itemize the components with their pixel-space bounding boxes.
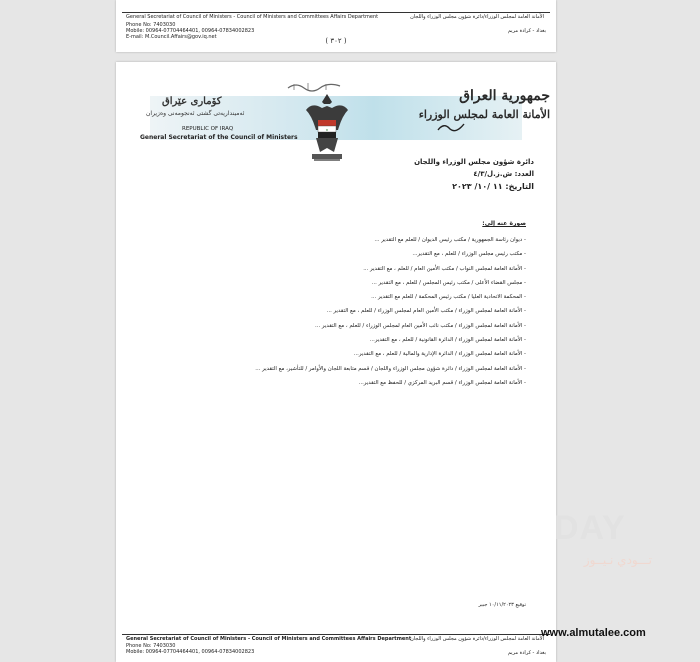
secretariat-title-kurdish: ئەمینداریەتی گشتی ئەنجومەنی وەزیران — [146, 110, 245, 117]
news-watermark — [552, 503, 656, 581]
corner-note: بغداد - كرادة مريم — [507, 650, 546, 656]
republic-title-kurdish: كۆماری عێراق — [162, 96, 222, 107]
list-item: - المحكمة الاتحادية العليا / مكتب رئيس المحكمة / للعلم مع التقدير ... — [196, 290, 526, 304]
department-name: دائرة شؤون مجلس الوزراء واللجان — [414, 158, 534, 166]
phone-line: Phone No: 7403030 — [126, 643, 176, 649]
letter-page — [116, 62, 556, 662]
list-item: - الأمانة العامة لمجلس الوزراء / مكتب الأمين العام لمجلس الوزراء / للعلم ، مع التقدير ... — [196, 304, 526, 318]
site-url-watermark: www.almutalee.com — [541, 627, 646, 639]
mobile-line: Mobile: 00964-07704464401, 00964-07834002823 — [126, 28, 255, 34]
secretariat-title-arabic: الأمانة العامة لمجلس الوزراء — [418, 108, 550, 121]
watermark-logo: DAY — [554, 509, 626, 547]
footer-english: General Secretariat of Council of Ministers - Council of Ministers and Committees Affairs Department — [126, 636, 412, 642]
list-item: - الأمانة العامة لمجلس النواب / مكتب الأمين العام / للعلم ، مع التقدير ... — [196, 262, 526, 276]
svg-text:★: ★ — [325, 128, 329, 132]
republic-title-english: REPUBLIC OF IRAQ — [182, 126, 234, 132]
iraq-eagle-emblem — [302, 90, 352, 166]
list-item: - الأمانة العامة لمجلس الوزراء / دائرة شؤون مجلس الوزراء واللجان / قسم متابعة اللجان والأوامر / للتأشير، مع التقدير ... — [196, 362, 526, 376]
footer-arabic: الأمانة العامة لمجلس الوزراء/دائرة شؤون مجلس الوزراء واللجان — [410, 14, 544, 20]
list-item: - الأمانة العامة لمجلس الوزراء / قسم البريد المركزي / للحفظ مع التقدير... — [196, 376, 526, 390]
reference-number: العدد: ش.ز.ل/٤/٣ — [473, 170, 534, 178]
list-item: - ديوان رئاسة الجمهورية / مكتب رئيس الديوان / للعلم مع التقدير ... — [196, 233, 526, 247]
previous-page — [116, 0, 556, 52]
document-date: التاريخ: ١١ /١٠/ ٢٠٢٣ — [452, 182, 534, 191]
copy-to-heading: صورة عنه إلى: — [482, 220, 526, 227]
corner-note: بغداد - كرادة مريم — [507, 28, 546, 34]
watermark-subtitle: تـــودي نـيــوز — [583, 553, 652, 567]
republic-title-arabic: جمهورية العراق — [459, 88, 550, 104]
list-item: - الأمانة العامة لمجلس الوزراء / الدائرة الإدارية والمالية / للعلم ، مع التقدير... — [196, 347, 526, 361]
footer-rule — [122, 12, 550, 13]
list-item: - مكتب رئيس مجلس الوزراء / للعلم ، مع التقدير... — [196, 247, 526, 261]
list-item: - الأمانة العامة لمجلس الوزراء / الدائرة القانونية / للعلم ، مع التقدير... — [196, 333, 526, 347]
phone-line: Phone No: 7403030 — [126, 22, 176, 28]
footer-arabic: الأمانة العامة لمجلس الوزراء/دائرة شؤون مجلس الوزراء واللجان — [410, 636, 544, 642]
secretariat-title-english: General Secretariat of the Council of Ministers — [140, 134, 298, 141]
mobile-line: Mobile: 00964-07704464401, 00964-07834002823 — [126, 649, 255, 655]
recipient-list — [196, 233, 526, 390]
email-line: E-mail: M.Council.Affairs@gov.iq.net — [126, 34, 217, 40]
list-item: - مجلس القضاء الأعلى / مكتب رئيس المجلس / للعلم ، مع التقدير ... — [196, 276, 526, 290]
contact-block — [126, 643, 254, 655]
page-number: ( ٣٠٢ ) — [325, 37, 347, 45]
signoff-note: توقيع ١٠/١١/٢٠٢٣ جبير — [478, 602, 526, 608]
footer-rule — [122, 634, 550, 635]
footer-english: General Secretariat of Council of Ministers - Council of Ministers and Committees Affairs Department — [126, 14, 379, 20]
page-number-value: ٣٠٢ — [330, 37, 342, 45]
list-item: - الأمانة العامة لمجلس الوزراء / مكتب نائب الأمين العام لمجلس الوزراء / للعلم ، مع التقدير ... — [196, 319, 526, 333]
handwritten-initial — [436, 120, 468, 134]
